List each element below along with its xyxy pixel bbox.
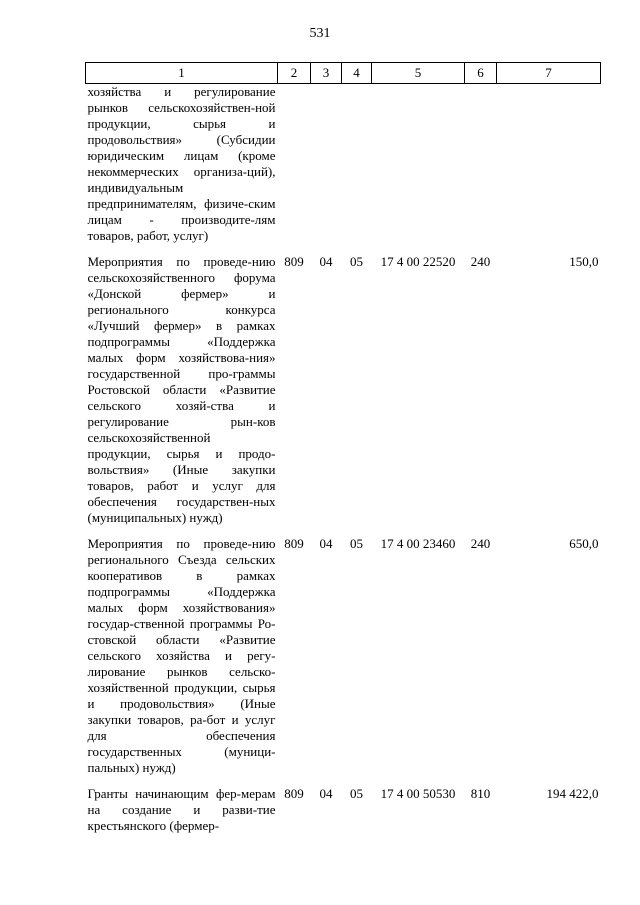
row-description: Мероприятия по проведе-нию сельскохозяйственного форума «Донской фермер» и регионального конкурса «Лучший фермер» в рамках подпрограммы «Поддержка малых форм хозяйствова-ния» государственной про-граммы Ростовской области «Развитие сельского хозяй-ства и регулирование рын-ков сельскохозяйственной продукции, сырья и продо-вольствия» (Иные закупки товаров, работ и услуг для обеспечения государствен-ных (муниципальных) нужд) [87,254,276,525]
row-ministry-code [278,84,311,245]
row-amount: 650,0 [569,536,599,551]
row-expense-type: 240 [470,254,491,269]
row-target-article [372,84,465,245]
table-header-row [86,63,601,84]
column-header-3: 3 [311,63,342,84]
row-subsection-code [342,84,372,245]
row-description: хозяйства и регулирование рынков сельскохозяйствен-ной продукции, сырья и продовольствия» (Субсидии юридическим лицам (кроме некоммерческих организа-ций), индивидуальным предпринимателям, физиче-ским лицам - производите-лям товаров, работ, услуг) [87,84,276,243]
row-ministry-code: 809 [284,786,304,801]
row-subsection-code: 05 [350,254,363,269]
row-description: Гранты начинающим фер-мерам на создание и разви-тие крестьянского (фермер- [87,786,276,833]
row-ministry-code: 809 [284,254,304,269]
row-target-article: 17 4 00 50530 [380,786,456,801]
row-target-article: 17 4 00 23460 [380,536,456,551]
row-subsection-code: 05 [350,536,363,551]
row-ministry-code: 809 [284,536,304,551]
column-header-4: 4 [342,63,372,84]
row-amount [497,84,601,245]
row-section-code: 04 [319,536,333,551]
budget-table [85,62,601,834]
row-expense-type: 240 [470,536,491,551]
row-section-code: 04 [319,786,333,801]
page-number: 531 [309,26,331,41]
row-amount: 150,0 [569,254,599,269]
column-header-6: 6 [465,63,497,84]
row-expense-type [465,84,497,245]
row-subsection-code: 05 [350,786,363,801]
column-header-7: 7 [497,63,601,84]
row-target-article: 17 4 00 22520 [380,254,456,269]
row-description: Мероприятия по проведе-нию регионального Съезда сельских кооперативов в рамках подпрограммы «Поддержка малых форм хозяйствования» государ-ственной программы Ро-стовской области «Развитие сельского хозяйства и регу-лирование рынков сельско-хозяйственной продукции, сырья и продовольствия» (Иные закупки товаров, ра-бот и услуг для обеспечения государственных (муници-пальных) нужд) [87,536,276,775]
column-header-5: 5 [372,63,465,84]
table-row [86,786,601,834]
table-row [86,84,601,245]
table-row [86,536,601,776]
row-section-code [311,84,342,245]
row-expense-type: 810 [470,786,491,801]
column-header-1: 1 [86,63,278,84]
row-amount: 194 422,0 [546,786,599,801]
column-header-2: 2 [278,63,311,84]
table-row [86,254,601,526]
row-section-code: 04 [319,254,333,269]
